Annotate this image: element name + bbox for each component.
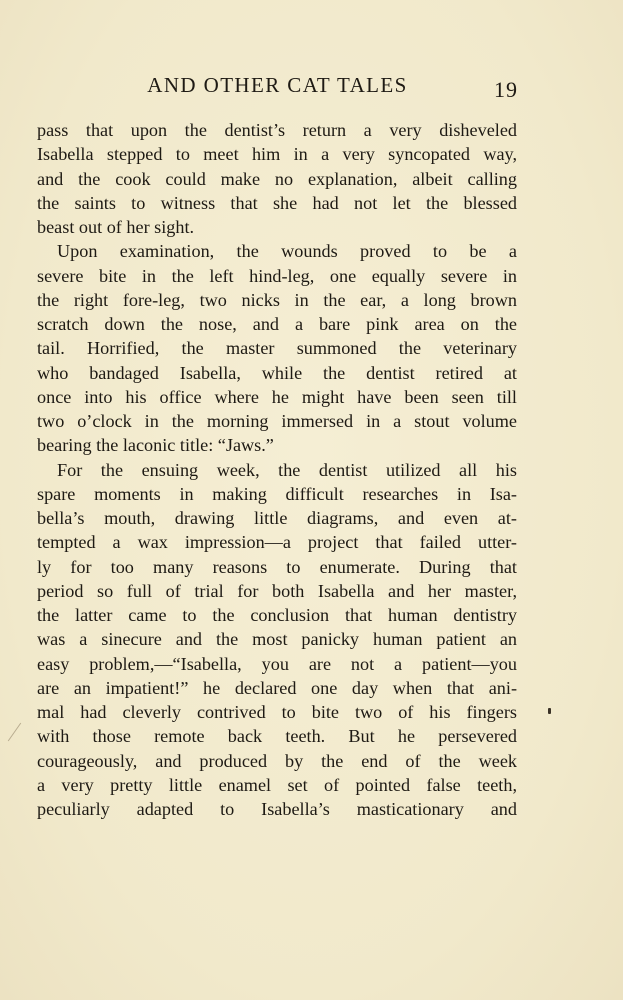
text-line: courageously, and produced by the end of the week	[37, 750, 517, 771]
text-line: two o’clock in the morning immersed in a stout volume	[37, 411, 517, 431]
page-number: 19	[494, 77, 518, 102]
text-line: a very pretty little enamel set of pointed false teeth,	[37, 774, 517, 795]
paragraph-first-line: Upon examination, the wounds proved to be a	[57, 241, 517, 262]
text-line: was a sinecure and the most panicky human patient an	[37, 629, 517, 650]
text-line: scratch down the nose, and a bare pink area on the	[37, 314, 517, 334]
running-head-title: AND OTHER CAT TALES	[147, 73, 408, 97]
text-line: pass that upon the dentist’s return a very disheveled	[37, 120, 517, 140]
text-line: beast out of her sight.	[37, 217, 195, 237]
text-line: are an impatient!” he declared one day when that ani-	[37, 677, 517, 698]
text-line: with those remote back teeth. But he persevered	[37, 726, 517, 747]
text-line: the latter came to the conclusion that human dentistry	[37, 605, 517, 625]
text-line: mal had cleverly contrived to bite two of his fingers	[37, 702, 517, 722]
text-line: the right fore-leg, two nicks in the ear, a long brown	[37, 289, 517, 310]
margin-pencil-mark	[8, 723, 21, 742]
text-line: tempted a wax impression—a project that failed utter-	[37, 532, 517, 553]
text-line: ly for too many reasons to enumerate. During that	[37, 556, 517, 577]
text-line: bearing the laconic title: “Jaws.”	[37, 435, 274, 456]
text-line: once into his office where he might have been seen till	[37, 386, 517, 407]
text-line: severe bite in the left hind-leg, one equally severe in	[37, 265, 517, 286]
text-line: the saints to witness that she had not let the blessed	[37, 192, 517, 213]
text-line: easy problem,—“Isabella, you are not a patient—you	[37, 653, 517, 674]
text-line: period so full of trial for both Isabella and her master,	[37, 580, 517, 601]
paragraph-first-line: For the ensuing week, the dentist utilized all his	[57, 459, 517, 480]
text-line: tail. Horrified, the master summoned the veterinary	[37, 338, 517, 359]
margin-ink-speck	[548, 708, 551, 714]
text-line: bella’s mouth, drawing little diagrams, and even at-	[37, 508, 517, 528]
text-line: who bandaged Isabella, while the dentist retired at	[37, 362, 517, 383]
text-line: Isabella stepped to meet him in a very syncopated way,	[37, 144, 517, 165]
text-line: spare moments in making difficult researches in Isa-	[37, 483, 517, 504]
text-line: and the cook could make no explanation, albeit calling	[37, 168, 517, 189]
text-line: peculiarly adapted to Isabella’s masticationary and	[37, 799, 517, 819]
running-head	[37, 73, 518, 103]
body-text	[37, 118, 517, 821]
